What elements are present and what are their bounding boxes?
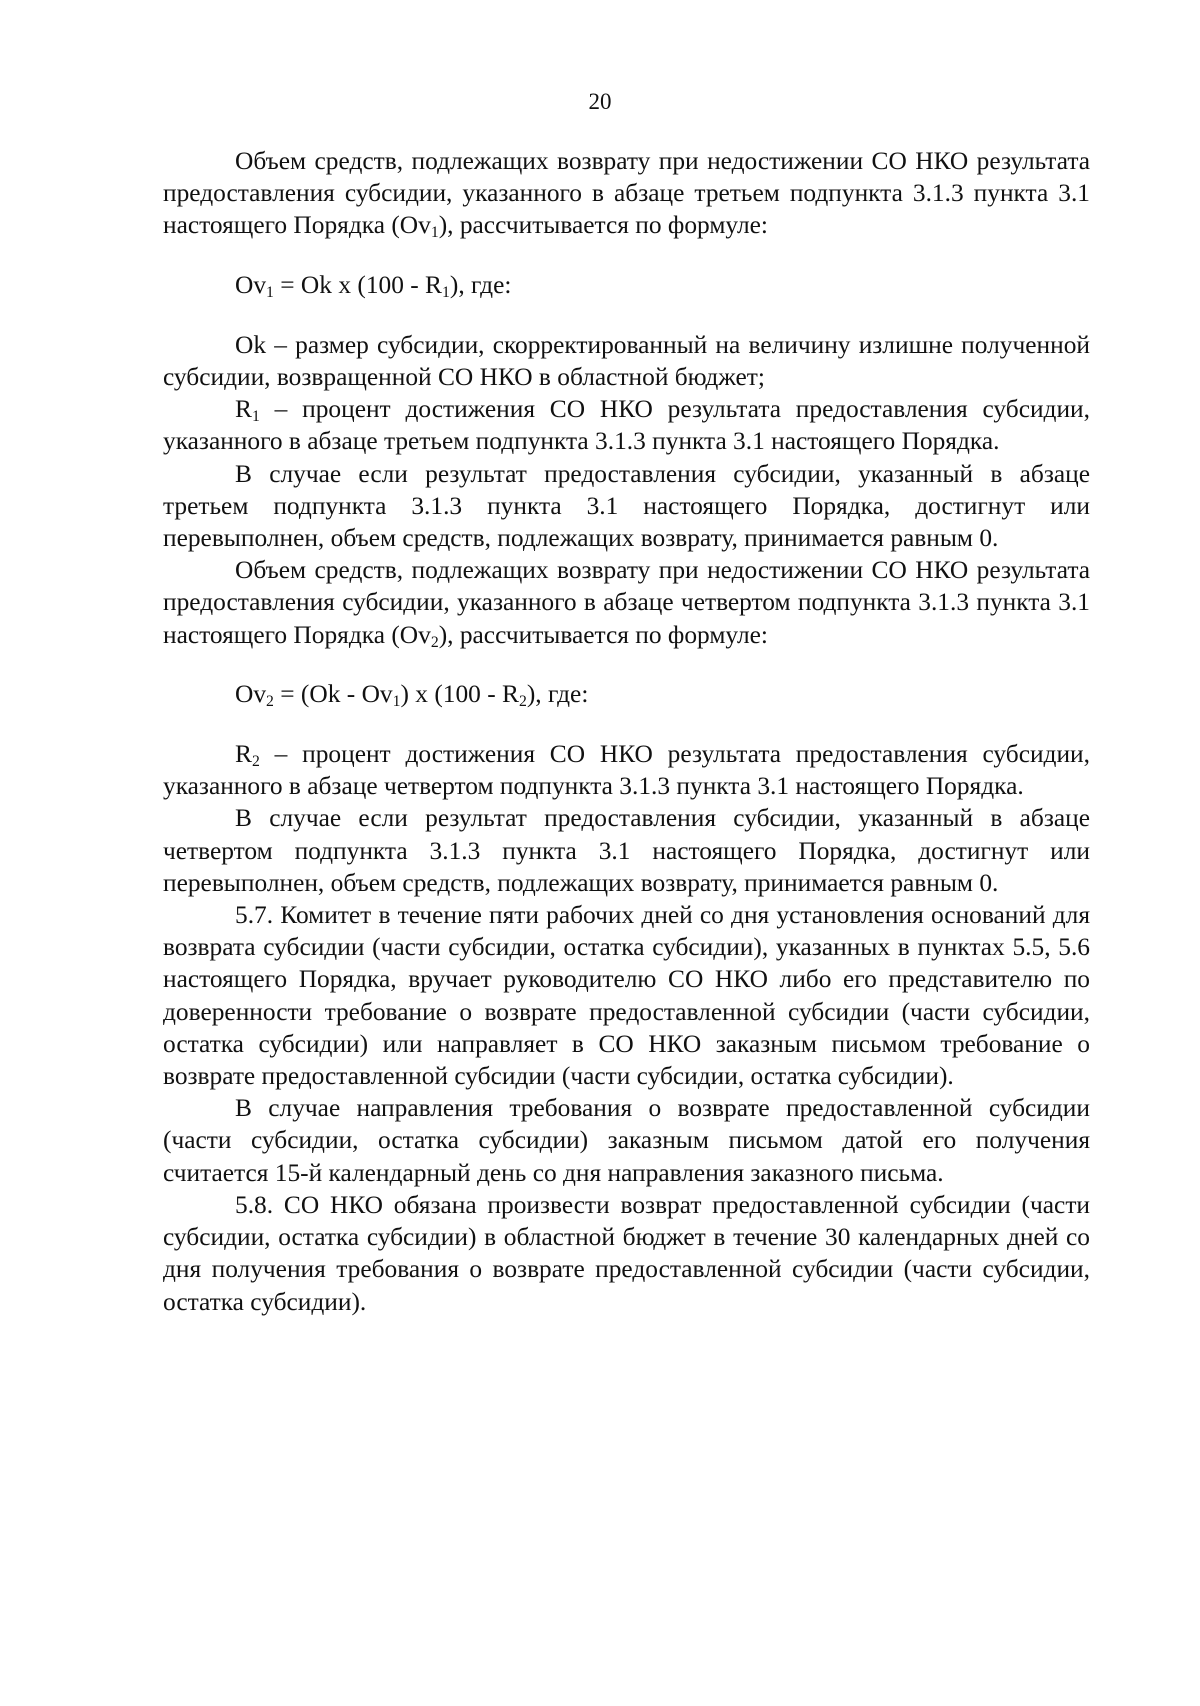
paragraph-r2-definition: $R_2$ – процент достижения СО НКО результата предоставления субсидии, указанного в абзаце четвертом подпункта 3.1.3 пункта 3.1 настоящего Порядка. [163, 740, 1090, 801]
paragraph-registered-letter: В случае направления требования о возврате предоставленной субсидии (части субсидии, остатка субсидии) заказным письмом датой его получения считается 15-й календарный день со дня направления заказного письма. [163, 1094, 1090, 1187]
paragraph-ok-definition: Ok – размер субсидии, скорректированный на величину излишне полученной субсидии, возвращенной СО НКО в областной бюджет; [163, 330, 1090, 392]
page-number: 20 [588, 89, 612, 114]
document-body [163, 145, 1090, 1318]
paragraph-return-volume-2: Объем средств, подлежащих возврату при недостижении СО НКО результата предоставления субсидии, указанного в абзаце четвертом подпункта 3.1.3 пункта 3.1 настоящего Порядка $(Ov_2)$, рассчитывается по формуле: [163, 556, 1090, 651]
paragraph-return-volume-1: Объем средств, подлежащих возврату при недостижении СО НКО результата предоставления субсидии, указанного в абзаце третьем подпункта 3.1.3 пункта 3.1 настоящего Порядка $(Ov_1)$, рассчитывается по формуле: [163, 147, 1090, 242]
paragraph-5-7: 5.7. Комитет в течение пяти рабочих дней со дня установления оснований для возврата субсидии (части субсидии, остатка субсидии), указанных в пунктах 5.5, 5.6 настоящего Порядка, вручает руководителю СО НКО либо его представителю по доверенности требование о возврате предоставленной субсидии (части субсидии, остатка субсидии) или направляет в СО НКО заказным письмом требование о возврате предоставленной субсидии (части субсидии, остатка субсидии). [163, 901, 1090, 1091]
paragraph-achieved-1: В случае если результат предоставления субсидии, указанный в абзаце третьем подпункта 3.1.3 пункта 3.1 настоящего Порядка, достигнут или перевыполнен, объем средств, подлежащих возврату, принимается равным 0. [163, 459, 1090, 553]
paragraph-achieved-2: В случае если результат предоставления субсидии, указанный в абзаце четвертом подпункта 3.1.3 пункта 3.1 настоящего Порядка, достигнут или перевыполнен, объем средств, подлежащих возврату, принимается равным 0. [163, 804, 1090, 897]
paragraph-r1-definition: $R_1$ – процент достижения СО НКО результата предоставления субсидии, указанного в абзаце третьем подпункта 3.1.3 пункта 3.1 настоящего Порядка. [163, 395, 1090, 456]
formula-ov1: $Ov_1 = Ok$ x $(100 - R_1)$, где: [235, 270, 512, 301]
paragraph-5-8: 5.8. СО НКО обязана произвести возврат предоставленной субсидии (части субсидии, остатка субсидии) в областной бюджет в течение 30 календарных дней со дня получения требования о возврате предоставленной субсидии (части субсидии, остатка субсидии). [163, 1190, 1090, 1316]
formula-ov2: $Ov_2 = (Ok - Ov_1)$ x $(100 - R_2)$, где: [235, 679, 589, 710]
